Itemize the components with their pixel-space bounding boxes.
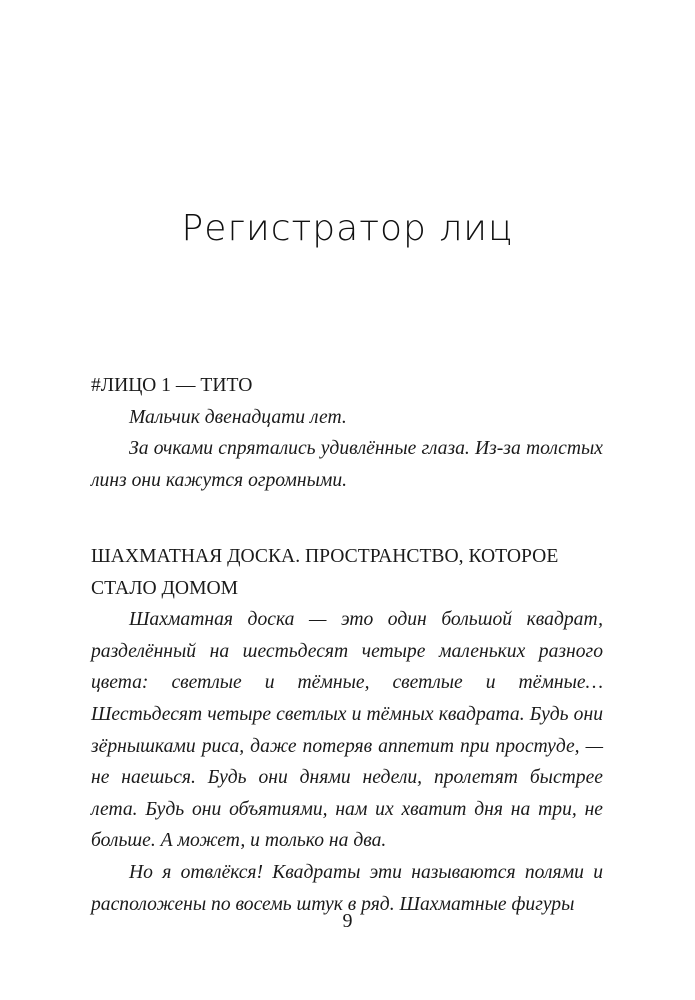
paragraph: Мальчик двенадцати лет. xyxy=(129,406,347,428)
section-face-1 xyxy=(91,370,603,496)
chapter-title: Регистратор лиц xyxy=(181,208,514,249)
paragraph: За очками спрятались удивлённые глаза. Из-за толстых линз они кажутся огромными. xyxy=(91,438,603,491)
paragraph: Но я отвлёкся! Квадраты эти называются полями и расположены по восемь штук в ряд. Шахматные фигуры xyxy=(91,861,603,915)
paragraph: Шахматная доска — это один большой квадрат, разделённый на шестьдесят четыре маленьких разного цвета: светлые и тёмные, светлые и тёмные… Шестьдесят четыре светлых и тёмных квадрата. Будь они зёрнышками риса, даже потеряв аппетит при простуде, — не наешься. Будь они днями недели, пролетят быстрее лета. Будь они объятиями, нам их хватит дня на три, не больше. А может, и только на два. xyxy=(91,609,603,852)
page-number: 9 xyxy=(342,910,353,932)
section-heading-face-1: #ЛИЦО 1 — ТИТО xyxy=(91,375,253,396)
section-heading-chessboard: ШАХМАТНАЯ ДОСКА. ПРОСТРАНСТВО, КОТОРОЕ СТАЛО ДОМОМ xyxy=(91,546,559,599)
section-chessboard xyxy=(91,541,603,920)
